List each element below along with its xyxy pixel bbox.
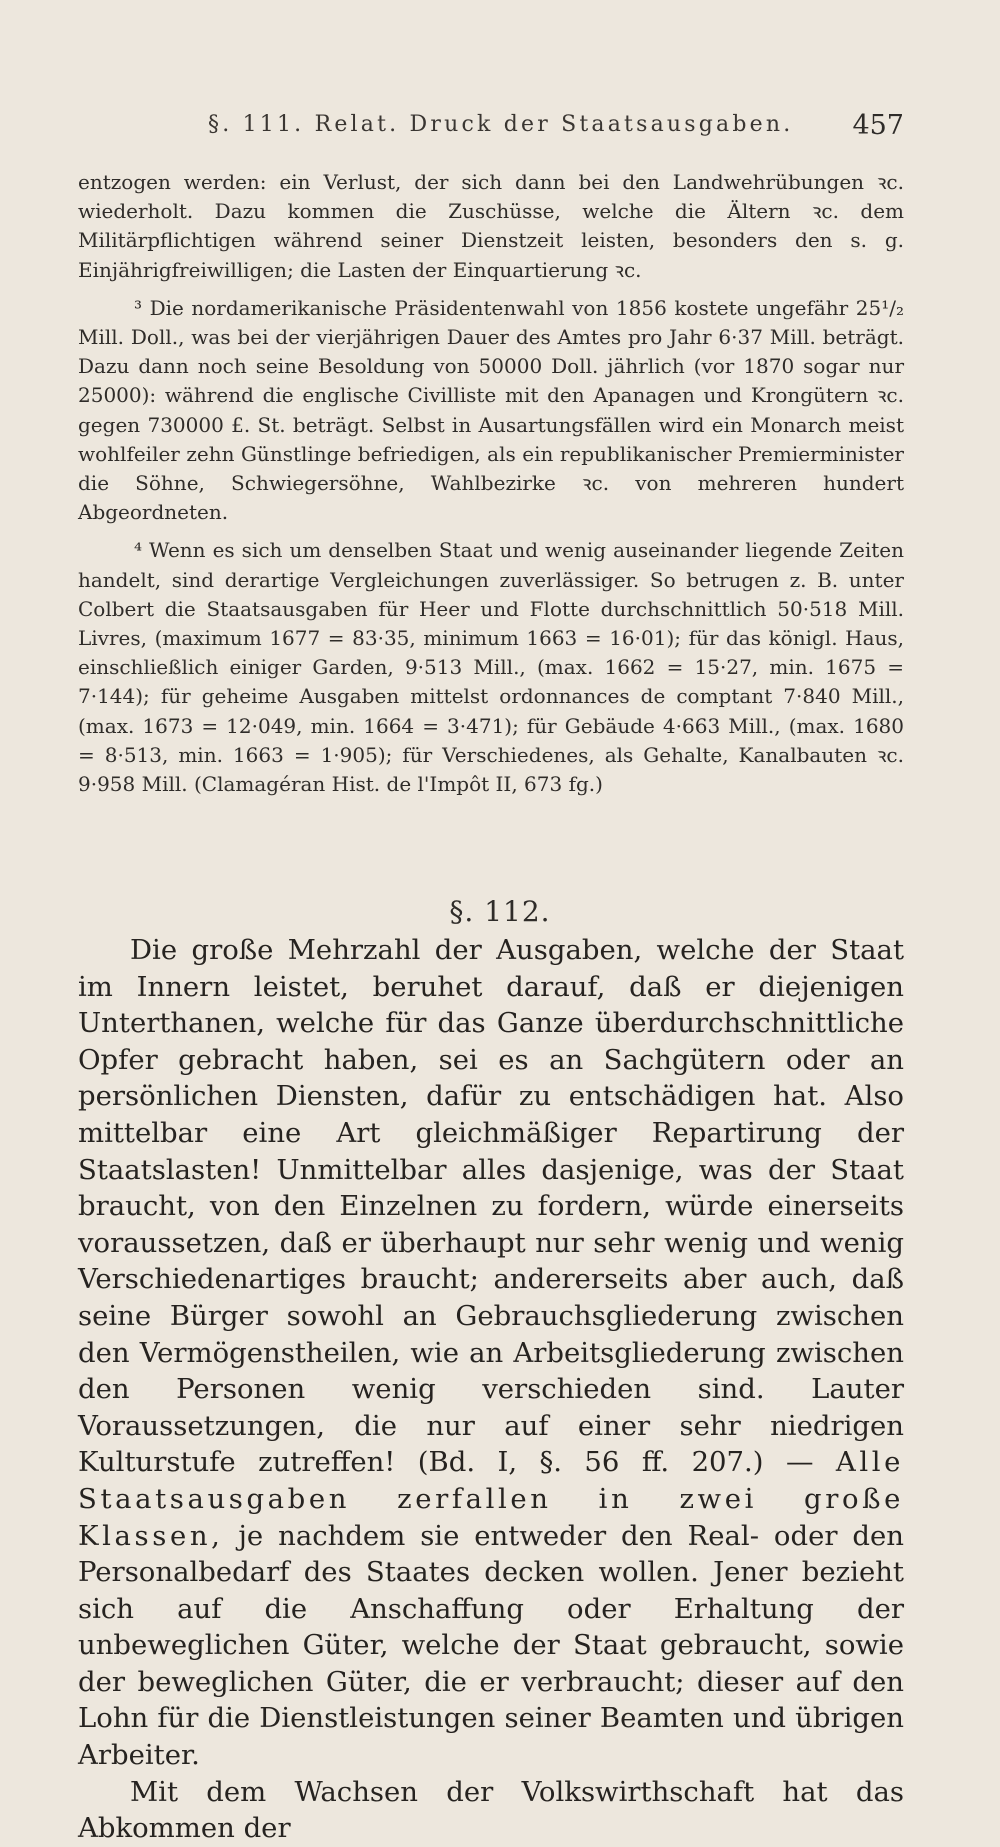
paragraph-2: Mit dem Wachsen der Volkswirthschaft hat das Abkommen der (78, 1775, 904, 1845)
page-number: 457 (852, 110, 904, 141)
footnote-3: ³ Die nordamerikanische Präsidentenwahl von 1856 kostete ungefähr 25¹/₂ Mill. Doll., was bei der vierjährigen Dauer des Amtes pro Jahr 6·37 Mill. beträgt. Dazu dann noch seine Besoldung von 50000 Doll. jährlich (vor 1870 sogar nur 25000): während die englische Civilliste mit den Apanagen und Krongütern ꝛc. gegen 730000 £. St. beträgt. Selbst in Ausartungsfällen wird ein Monarch meist wohlfeiler zehn Günstlinge befriedigen, als ein republikanischer Premierminister die Söhne, Schwiegersöhne, Wahlbezirke ꝛc. von mehreren hundert Abgeordneten. (78, 295, 904, 525)
paragraph-1-emphasis: Alle Staatsausgaben zerfallen in zwei große Klassen, (78, 1446, 904, 1552)
running-header (78, 110, 904, 144)
section-body (78, 932, 904, 1847)
footnote-continuation: entzogen werden: ein Verlust, der sich dann bei den Landwehrübungen ꝛc. wiederholt. Dazu kommen die Zuschüsse, welche die Ältern ꝛc. dem Militärpflichtigen während seiner Dienstzeit leisten, besonders den s. g. Einjährigfreiwilligen; die Lasten der Einquartierung ꝛc. (78, 170, 904, 282)
section-heading: §. 112. (449, 895, 551, 928)
paragraph-1-part-2: je nachdem sie entweder den Real- oder den Personalbedarf des Staates decken wollen. Jener bezieht sich auf die Anschaffung oder Erhaltung der unbeweglichen Güter, welche der Staat gebraucht, sowie der beweglichen Güter, die er verbraucht; dieser auf den Lohn für die Dienstleistungen seiner Beamten und übrigen Arbeiter. (78, 1519, 904, 1772)
header-title: §. 111. Relat. Druck der Staatsausgaben. (208, 112, 794, 137)
paragraph-1 (78, 932, 904, 1774)
footnote-4: ⁴ Wenn es sich um denselben Staat und wenig auseinander liegende Zeiten handelt, sind derartige Vergleichungen zuverlässiger. So betrugen z. B. unter Colbert die Staatsausgaben für Heer und Flotte durchschnittlich 50·518 Mill. Livres, (maximum 1677 = 83·35, minimum 1663 = 16·01); für das königl. Haus, einschließlich einiger Garden, 9·513 Mill., (max. 1662 = 15·27, min. 1675 = 7·144); für geheime Ausgaben mittelst ordonnances de comptant 7·840 Mill., (max. 1673 = 12·049, min. 1664 = 3·471); für Gebäude 4·663 Mill., (max. 1680 = 8·513, min. 1663 = 1·905); für Verschiedenes, als Gehalte, Kanalbauten ꝛc. 9·958 Mill. (Clamagéran Hist. de l'Impôt II, 673 fg.) (78, 538, 904, 797)
paragraph-1-part-1: Die große Mehrzahl der Ausgaben, welche der Staat im Innern leistet, beruhet darauf, daß er diejenigen Unterthanen, welche für das Ganze überdurchschnittliche Opfer gebracht haben, sei es an Sachgütern oder an persönlichen Diensten, dafür zu entschädigen hat. Also mittelbar eine Art gleichmäßiger Repartirung der Staatslasten! Unmittelbar alles dasjenige, was der Staat braucht, von den Einzelnen zu fordern, würde einerseits voraussetzen, daß er überhaupt nur sehr wenig und wenig Verschiedenartiges braucht; andererseits aber auch, daß seine Bürger sowohl an Gebrauchsgliederung zwischen den Vermögenstheilen, wie an Arbeitsgliederung zwischen den Personen wenig verschieden sind. Lauter Voraussetzungen, die nur auf einer sehr niedrigen Kulturstufe zutreffen! (Bd. I, §. 56 ff. 207.) — (78, 934, 904, 1479)
footnotes-block (78, 168, 904, 799)
